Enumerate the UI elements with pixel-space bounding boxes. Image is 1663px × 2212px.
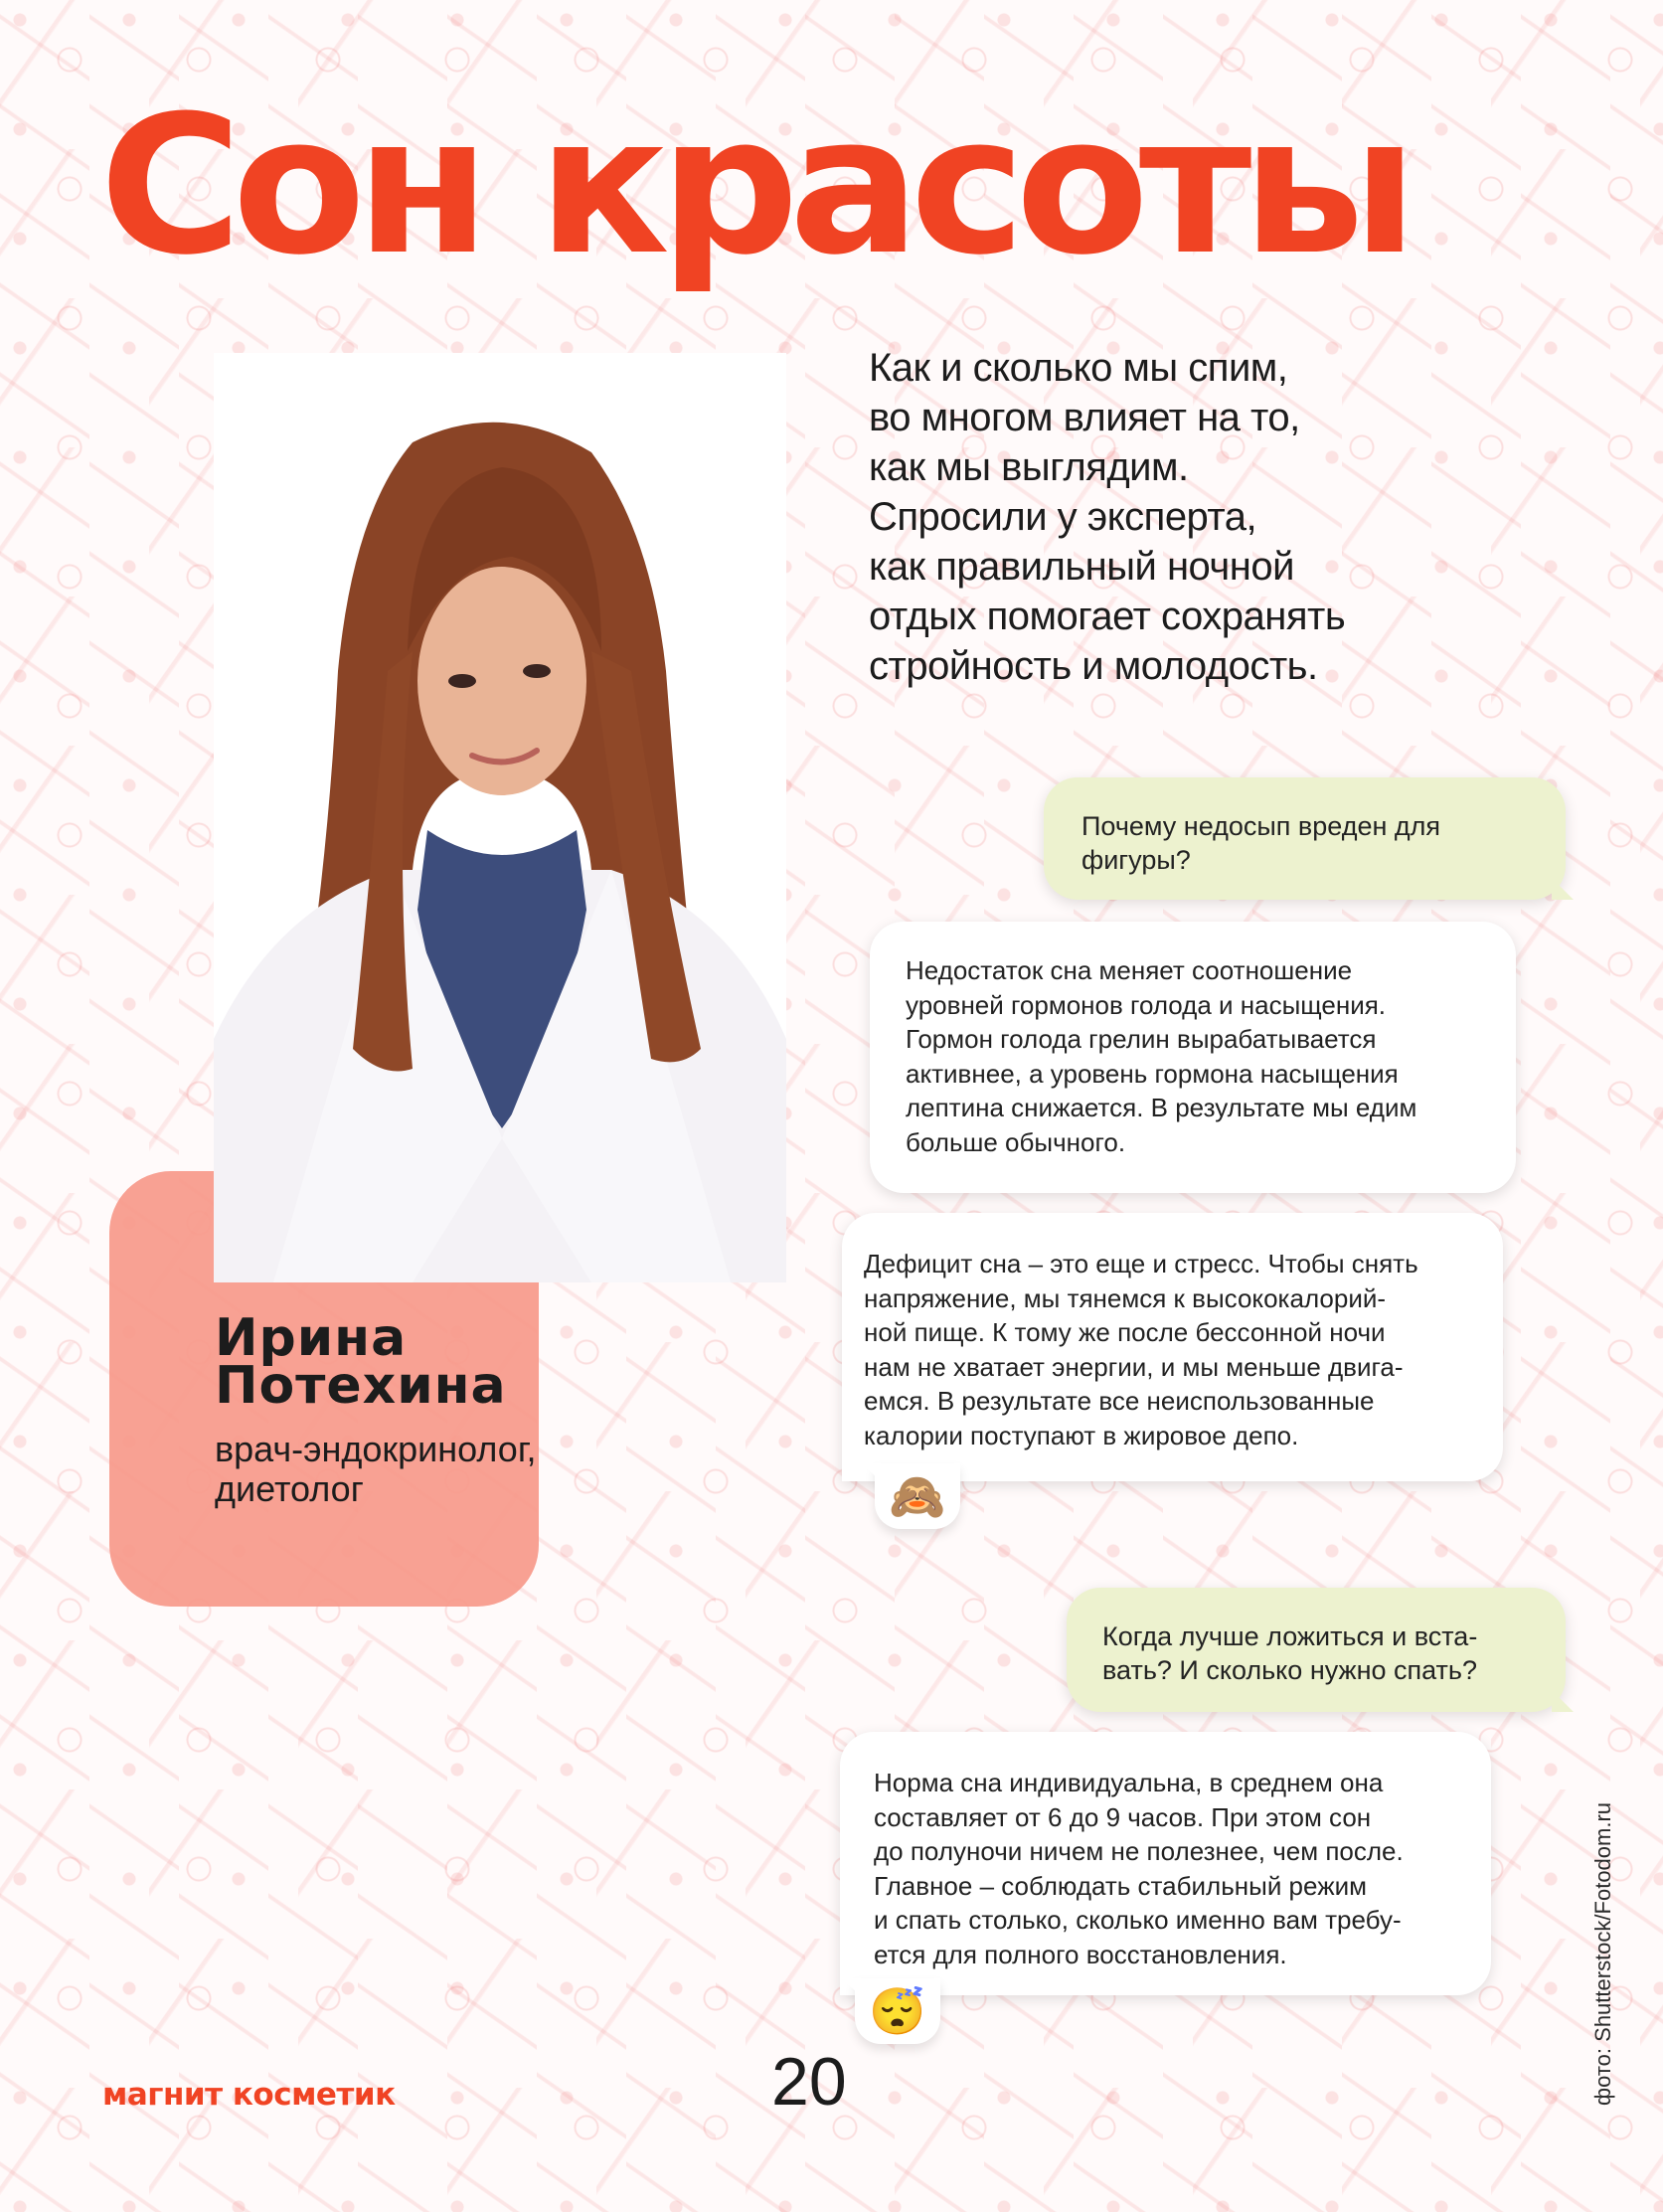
bubble-line: до полуночи ничем не полезнее, чем после. xyxy=(874,1836,1404,1866)
photo-credit: фото: Shutterstock/Fotodom.ru xyxy=(1590,1801,1615,2106)
bubble-line: ется для полного восстановления. xyxy=(874,1939,1287,1969)
bubble-line: уровней гормонов голода и насыщения. xyxy=(906,989,1387,1020)
question-bubble xyxy=(1044,777,1566,900)
answer-bubble xyxy=(840,1732,1491,1995)
bubble-line: фигуры? xyxy=(1081,845,1191,875)
intro-line: как мы выглядим. xyxy=(869,445,1189,489)
bubble-line: емся. В результате все неиспользованные xyxy=(864,1386,1375,1416)
bubble-line: ной пище. К тому же после бессонной ночи xyxy=(864,1317,1386,1347)
intro-line: во многом влияет на то, xyxy=(869,396,1300,439)
expert-role-line: диетолог xyxy=(215,1468,364,1509)
answer-bubble xyxy=(842,1213,1503,1481)
expert-last-name: Потехина xyxy=(215,1356,507,1416)
expert-name xyxy=(215,1308,507,1416)
question-bubble xyxy=(1067,1588,1566,1712)
bubble-line: составляет от 6 до 9 часов. При этом сон xyxy=(874,1801,1372,1832)
expert-first-name: Ирина xyxy=(215,1308,408,1368)
bubble-line: калории поступают в жировое депо. xyxy=(864,1420,1299,1450)
bubble-line: Недостаток сна меняет соотношение xyxy=(906,955,1353,985)
intro-line: стройность и молодость. xyxy=(869,644,1318,688)
intro-line: отдых помогает сохранять xyxy=(869,595,1346,638)
bubble-line: и спать столько, сколько именно вам требу- xyxy=(874,1905,1402,1935)
sleeping-face-emoji-icon: 😴 xyxy=(869,1985,926,2037)
reaction-tab xyxy=(855,1978,940,2044)
bubble-line: Когда лучше ложиться и вста- xyxy=(1102,1621,1478,1651)
page-title: Сон красоты xyxy=(99,76,1409,297)
face-covering-eyes-emoji-icon: 🙈 xyxy=(889,1470,946,1522)
bubble-line: Норма сна индивидуальна, в среднем она xyxy=(874,1768,1384,1797)
bubble-line: вать? И сколько нужно спать? xyxy=(1102,1655,1478,1685)
bubble-line: больше обычного. xyxy=(906,1126,1126,1157)
bubble-line: активнее, а уровень гормона насыщения xyxy=(906,1058,1399,1089)
bubble-line: напряжение, мы тянемся к высококалорий- xyxy=(864,1282,1387,1313)
bubble-line: Гормон голода грелин вырабатывается xyxy=(906,1024,1377,1054)
bubble-line: Дефицит сна – это еще и стресс. Чтобы снять xyxy=(864,1249,1418,1278)
page-number: 20 xyxy=(771,2044,847,2120)
expert-portrait-photo xyxy=(214,353,786,1282)
bubble-line: нам не хватает энергии, и мы меньше двига- xyxy=(864,1351,1404,1382)
portrait-illustration xyxy=(214,353,786,1282)
intro-line: Как и сколько мы спим, xyxy=(869,346,1288,390)
bubble-line: Почему недосып вреден для xyxy=(1081,811,1441,841)
answer-bubble xyxy=(870,922,1516,1193)
intro-text xyxy=(869,343,1584,691)
bubble-line: Главное – соблюдать стабильный режим xyxy=(874,1870,1367,1901)
reaction-tab xyxy=(875,1463,960,1529)
intro-line: как правильный ночной xyxy=(869,545,1294,589)
expert-role xyxy=(215,1430,537,1509)
intro-line: Спросили у эксперта, xyxy=(869,495,1257,539)
brand-logo: магнит косметик xyxy=(102,2077,396,2113)
bubble-line: лептина снижается. В результате мы едим xyxy=(906,1093,1417,1122)
expert-role-line: врач-эндокринолог, xyxy=(215,1429,537,1469)
